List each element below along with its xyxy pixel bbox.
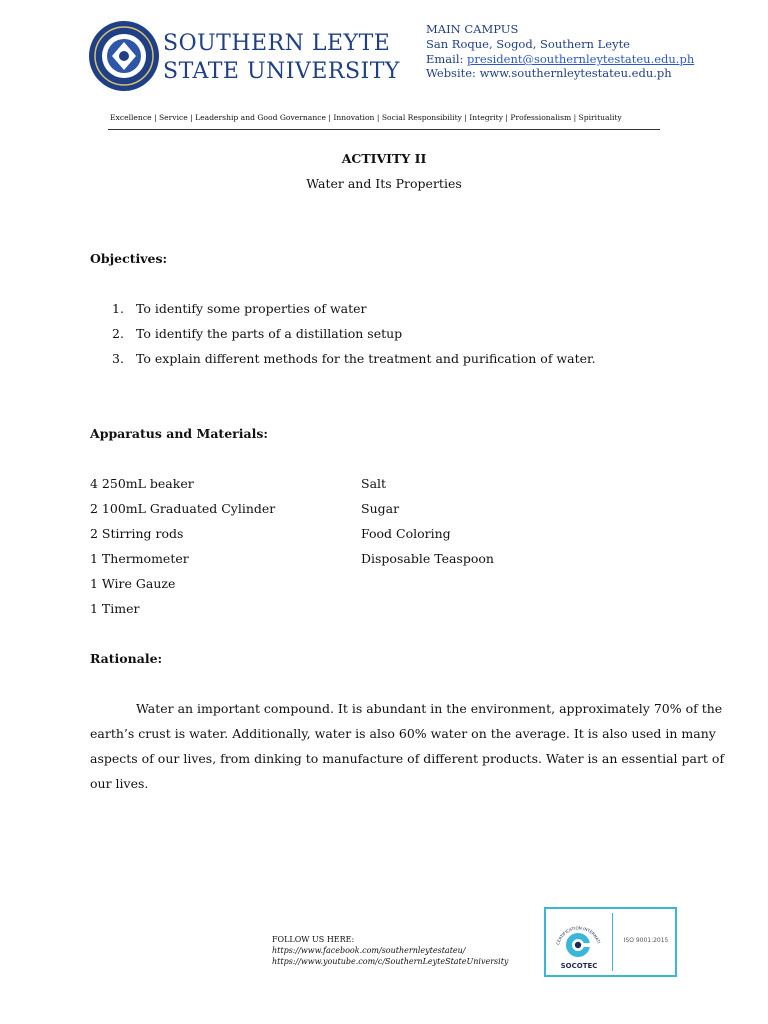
activity-title: ACTIVITY II xyxy=(341,151,427,166)
certification-arc-text: CERTIFICATION INTERNATI xyxy=(555,925,602,946)
objective-item xyxy=(112,326,402,341)
university-name-line2: STATE UNIVERSITY xyxy=(163,59,400,84)
email-label: Email: xyxy=(426,52,468,66)
website-line: Website: www.southernleytestateu.edu.ph xyxy=(426,66,672,80)
rationale-line: our lives. xyxy=(90,776,149,791)
apparatus-item: 1 Thermometer xyxy=(90,551,189,566)
follow-us-label: FOLLOW US HERE: xyxy=(272,935,355,944)
objective-text: To explain different methods for the treatment and purification of water. xyxy=(136,351,596,366)
objective-number: 1. xyxy=(112,301,124,316)
objectives-heading: Objectives: xyxy=(90,251,168,266)
apparatus-item: 4 250mL beaker xyxy=(90,476,194,491)
rationale-line: earth’s crust is water. Additionally, water is also 60% water on the average. It is also used in many xyxy=(90,726,716,741)
apparatus-item: 2 Stirring rods xyxy=(90,526,184,541)
activity-subtitle: Water and Its Properties xyxy=(306,176,462,191)
material-item: Sugar xyxy=(361,501,400,516)
objective-text: To identify the parts of a distillation setup xyxy=(136,326,403,341)
campus-address: San Roque, Sogod, Southern Leyte xyxy=(426,37,630,51)
objective-item xyxy=(112,351,596,366)
rationale-line: Water an important compound. It is abundant in the environment, approximately 70% of the xyxy=(136,701,723,716)
university-seal-logo xyxy=(88,20,160,92)
objective-number: 2. xyxy=(112,326,124,341)
header-divider xyxy=(108,129,660,130)
material-item: Disposable Teaspoon xyxy=(361,551,494,566)
objective-item xyxy=(112,301,367,316)
university-name-line1: SOUTHERN LEYTE xyxy=(163,31,391,56)
objective-number: 3. xyxy=(112,351,124,366)
material-item: Salt xyxy=(361,476,387,491)
youtube-link[interactable]: https://www.youtube.com/c/SouthernLeyteStateUniversity xyxy=(272,957,509,966)
rationale-heading: Rationale: xyxy=(90,651,163,666)
facebook-link[interactable]: https://www.facebook.com/southernleytestateu/ xyxy=(272,946,466,955)
core-values: Excellence | Service | Leadership and Good Governance | Innovation | Social Responsibility | Integrity | Professionalism | Spirituality xyxy=(110,113,622,122)
apparatus-item: 2 100mL Graduated Cylinder xyxy=(90,501,276,516)
rationale-line: aspects of our lives, from dinking to manufacture of different products. Water is an essential part of xyxy=(90,751,725,766)
certification-divider xyxy=(612,913,613,971)
iso-standard: ISO 9001:2015 xyxy=(623,937,669,944)
materials-heading: Apparatus and Materials: xyxy=(90,426,268,441)
email-line xyxy=(426,52,694,66)
apparatus-item: 1 Timer xyxy=(90,601,140,616)
email-link[interactable]: president@southernleytestateu.edu.ph xyxy=(467,52,695,66)
socotec-logo-icon xyxy=(551,913,606,963)
objective-text: To identify some properties of water xyxy=(136,301,367,316)
campus-label: MAIN CAMPUS xyxy=(426,22,519,36)
socotec-name: SOCOTEC xyxy=(560,962,598,970)
apparatus-item: 1 Wire Gauze xyxy=(90,576,176,591)
material-item: Food Coloring xyxy=(361,526,451,541)
